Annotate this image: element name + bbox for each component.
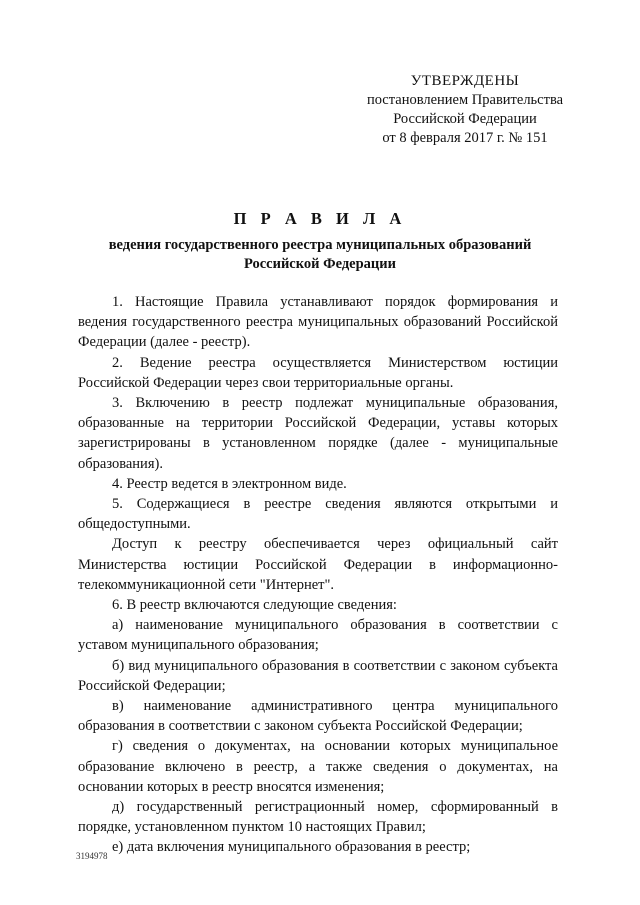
paragraph-2: 2. Ведение реестра осуществляется Министерством юстиции Российской Федерации через свои территориальные органы.	[78, 354, 558, 391]
paragraph-6: 6. В реестр включаются следующие сведения:	[112, 597, 397, 614]
approval-heading: УТВЕРЖДЕНЫ	[410, 73, 520, 89]
paragraph-6-b: б) вид муниципального образования в соответствии с законом субъекта Российской Федерации;	[78, 657, 558, 694]
approval-line-1: постановлением Правительства	[366, 92, 564, 108]
paragraph-6-a: а) наименование муниципального образования в соответствии с уставом муниципального образования;	[78, 617, 558, 654]
paragraph-6-d: д) государственный регистрационный номер, сформированный в порядке, установленном пунктом 10 настоящих Правил;	[78, 799, 558, 836]
footer-code: 3194978	[76, 851, 108, 861]
approval-line-3: от 8 февраля 2017 г. № 151	[382, 130, 548, 146]
document-body	[78, 292, 558, 858]
paragraph-5-access: Доступ к реестру обеспечивается через официальный сайт Министерства юстиции Российской Федерации в информационно-телекоммуникационной сети "Интернет".	[78, 536, 558, 593]
paragraph-4: 4. Реестр ведется в электронном виде.	[112, 475, 347, 492]
paragraph-1: 1. Настоящие Правила устанавливают порядок формирования и ведения государственного реестра муниципальных образований Российской Федерации (далее - реестр).	[78, 294, 558, 351]
paragraph-5: 5. Содержащиеся в реестре сведения являются открытыми и общедоступными.	[78, 496, 558, 533]
approval-line-2: Российской Федерации	[393, 111, 537, 127]
subtitle-line-2: Российской Федерации	[243, 256, 396, 272]
paragraph-6-e: е) дата включения муниципального образования в реестр;	[112, 839, 471, 856]
paragraph-6-v: в) наименование административного центра муниципального образования в соответствии с законом субъекта Российской Федерации;	[78, 698, 558, 735]
document-title: П Р А В И Л А	[233, 209, 407, 228]
paragraph-6-g: г) сведения о документах, на основании которых муниципальное образование включено в реестр, а также сведения о документах, на основании которых в реестр вносятся изменения;	[78, 738, 558, 795]
document-subtitle	[70, 236, 570, 274]
approval-block	[330, 72, 600, 148]
paragraph-3: 3. Включению в реестр подлежат муниципальные образования, образованные на территории Российской Федерации, уставы которых зарегистрированы в установленном порядке (далее - муниципальные образования).	[78, 395, 558, 472]
subtitle-line-1: ведения государственного реестра муниципальных образований	[108, 237, 532, 253]
